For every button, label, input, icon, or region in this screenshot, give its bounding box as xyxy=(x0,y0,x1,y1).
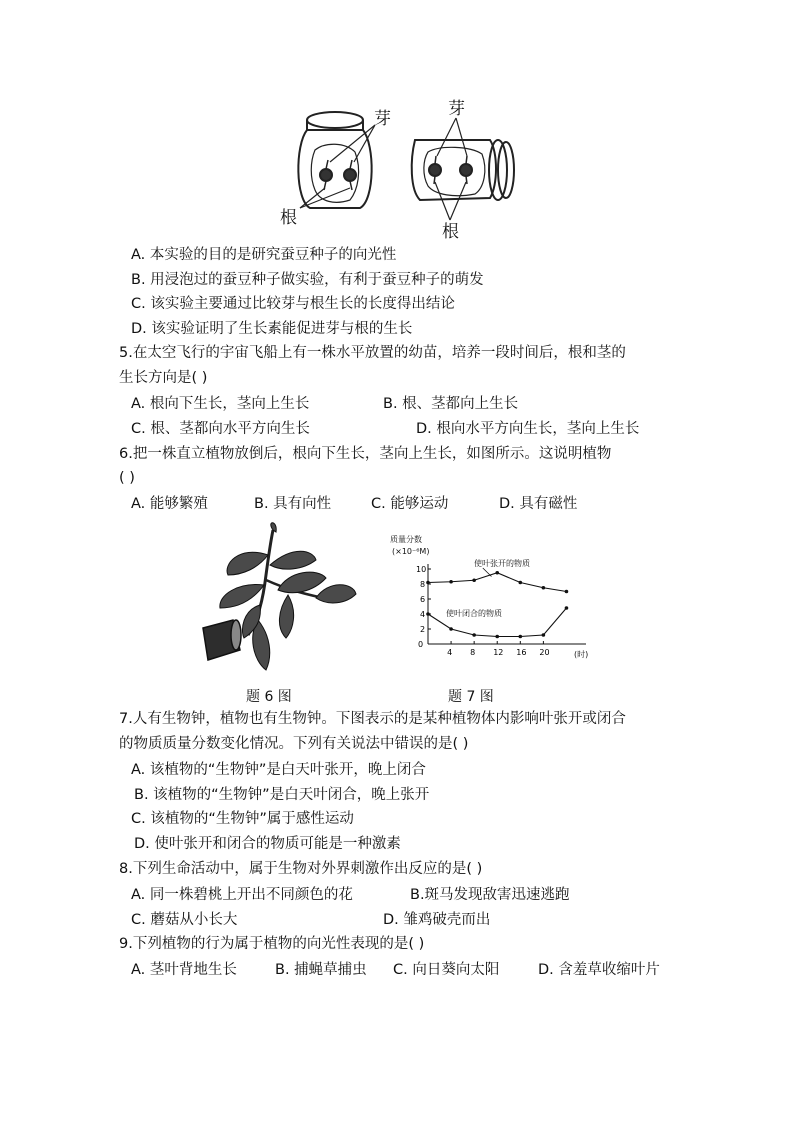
q8-option-c: C. 蘑菇从小长大 xyxy=(131,912,238,928)
q7-option-b: B. 该植物的“生物钟”是白天叶闭合，晚上张开 xyxy=(134,787,430,803)
chart-ylabel-line2: (×10⁻⁶M) xyxy=(392,547,430,556)
chart-point-0 xyxy=(495,571,499,575)
chart-y-tick-label: 8 xyxy=(420,580,426,589)
fig7-caption: 题 7 图 xyxy=(448,689,494,705)
series-label-open: 使叶张开的物质 xyxy=(474,559,530,568)
q8-stem: 8.下列生命活动中，属于生物对外界刺激作出反应的是( ) xyxy=(119,861,483,877)
chart-point-0 xyxy=(565,590,569,594)
chart-point-1 xyxy=(449,627,453,631)
chart-x-unit: (时) xyxy=(574,650,589,659)
bud-label-left: 芽 xyxy=(374,109,391,129)
chart-x-tick-label: 16 xyxy=(516,648,527,657)
chart-point-0 xyxy=(426,581,430,585)
q4-option-c: C. 该实验主要通过比较芽与根生长的长度得出结论 xyxy=(131,296,455,312)
chart-point-0 xyxy=(542,586,546,590)
chart-series xyxy=(426,568,568,638)
chart-point-1 xyxy=(542,633,546,637)
chart-x-tick-label: 8 xyxy=(470,648,476,657)
chart-point-1 xyxy=(565,606,569,610)
q5-option-a: A. 根向下生长，茎向上生长 xyxy=(131,396,310,412)
q9-stem: 9.下列植物的行为属于植物的向光性表现的是( ) xyxy=(119,936,425,952)
chart-y-tick-label: 2 xyxy=(420,625,426,634)
q9-option-b: B. 捕蝇草捕虫 xyxy=(275,962,367,978)
chart-x-tick-label: 12 xyxy=(493,648,504,657)
chart-y-tick-label: 4 xyxy=(420,610,426,619)
q7-option-c: C. 该植物的“生物钟”属于感性运动 xyxy=(131,811,354,827)
leaf-substance-line-chart xyxy=(388,532,598,667)
chart-point-1 xyxy=(519,635,523,639)
root-label-left: 根 xyxy=(280,208,297,228)
chart-point-0 xyxy=(472,578,476,582)
q6-stem-line1: 6.把一株直立植物放倒后，根向下生长，茎向上生长，如图所示。这说明植物 xyxy=(119,446,612,462)
q5-stem-line2: 生长方向是( ) xyxy=(119,370,208,386)
q8-option-a: A. 同一株碧桃上开出不同颜色的花 xyxy=(131,887,353,903)
q6-option-d: D. 具有磁性 xyxy=(499,496,578,512)
chart-y-tick-label: 10 xyxy=(416,565,427,574)
root-label-right: 根 xyxy=(442,222,459,242)
q5-option-b: B. 根、茎都向上生长 xyxy=(383,396,519,412)
q7-option-d: D. 使叶张开和闭合的物质可能是一种激素 xyxy=(134,836,401,852)
chart-point-1 xyxy=(472,633,476,637)
chart-point-0 xyxy=(449,580,453,584)
series-label-leader xyxy=(483,568,492,577)
series-label-close: 使叶闭合的物质 xyxy=(446,609,502,618)
bud-label-right: 芽 xyxy=(448,99,465,119)
chart-point-1 xyxy=(426,612,430,616)
q5-option-d: D. 根向水平方向生长，茎向上生长 xyxy=(416,421,640,437)
chart-series-line-0 xyxy=(428,573,566,592)
q6-stem-line2: ( ) xyxy=(119,470,135,486)
q8-option-d: D. 雏鸡破壳而出 xyxy=(383,912,491,928)
chart-ylabel-line1: 质量分数 xyxy=(390,535,422,544)
jar-experiment-figure xyxy=(270,90,530,245)
q6-option-c: C. 能够运动 xyxy=(371,496,449,512)
q4-option-d: D. 该实验证明了生长素能促进芽与根的生长 xyxy=(131,321,413,337)
q9-option-a: A. 茎叶背地生长 xyxy=(131,962,237,978)
q4-option-a: A. 本实验的目的是研究蚕豆种子的向光性 xyxy=(131,247,397,263)
q4-option-b: B. 用浸泡过的蚕豆种子做实验，有利于蚕豆种子的萌发 xyxy=(131,272,484,288)
q7-stem-line1: 7.人有生物钟，植物也有生物钟。下图表示的是某种植物体内影响叶张开或闭合 xyxy=(119,711,626,727)
chart-x-tick-label: 4 xyxy=(447,648,453,657)
q6-option-a: A. 能够繁殖 xyxy=(131,496,208,512)
chart-axes xyxy=(428,564,586,644)
chart-y-tick-label: 6 xyxy=(420,595,426,604)
q5-stem-line1: 5.在太空飞行的宇宙飞船上有一株水平放置的幼苗，培养一段时间后，根和茎的 xyxy=(119,345,626,361)
q8-option-b: B.斑马发现敌害迅速逃跑 xyxy=(410,887,570,903)
q6-option-b: B. 具有向性 xyxy=(254,496,332,512)
chart-point-1 xyxy=(495,635,499,639)
q5-option-c: C. 根、茎都向水平方向生长 xyxy=(131,421,310,437)
fallen-plant-figure xyxy=(198,520,358,675)
tipped-pot xyxy=(203,620,241,660)
q7-stem-line2: 的物质质量分数变化情况。下列有关说法中错误的是( ) xyxy=(119,736,469,752)
chart-x-tick-label: 20 xyxy=(539,648,550,657)
chart-origin-label: 0 xyxy=(418,640,424,649)
q7-option-a: A. 该植物的“生物钟”是白天叶张开，晚上闭合 xyxy=(131,762,426,778)
fig6-caption: 题 6 图 xyxy=(246,689,292,705)
chart-point-0 xyxy=(519,581,523,585)
q9-option-d: D. 含羞草收缩叶片 xyxy=(538,962,660,978)
q9-option-c: C. 向日葵向太阳 xyxy=(393,962,500,978)
